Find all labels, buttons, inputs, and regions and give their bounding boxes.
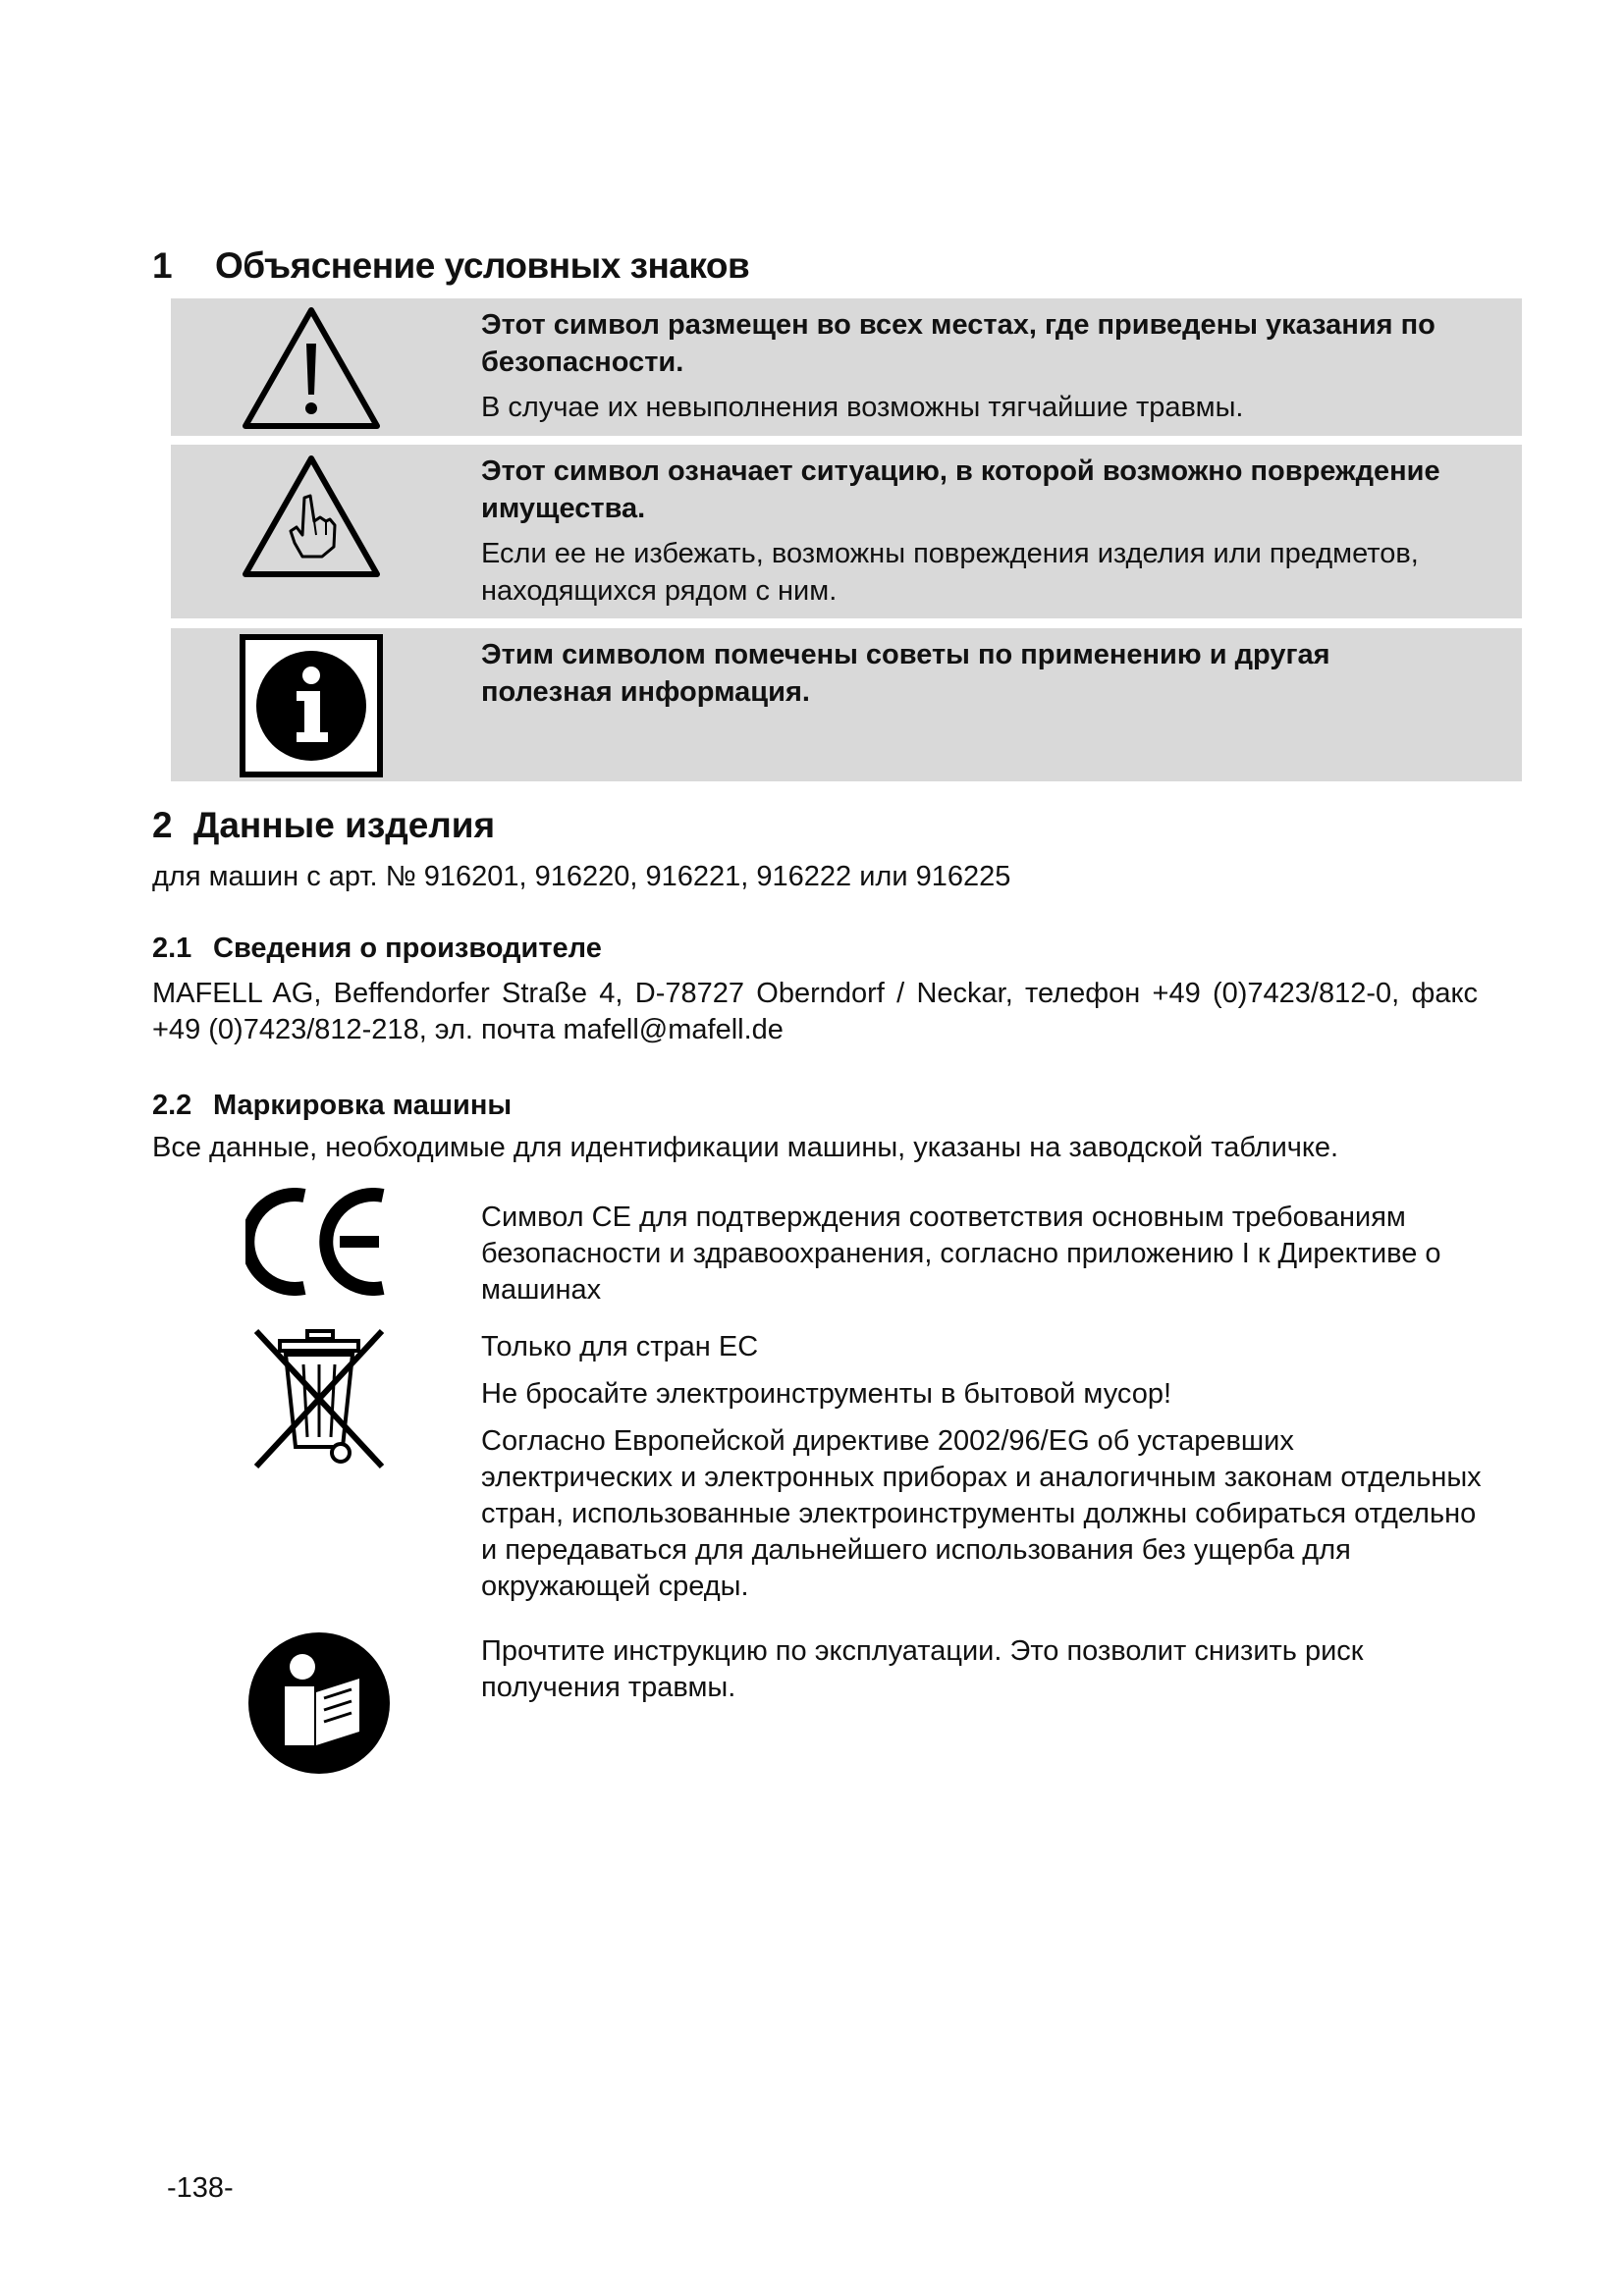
read-manual-text-block — [481, 1633, 1483, 1717]
ce-mark-text: Символ CE для подтверждения соответствия основным требованиям безопасности и здравоохранения, согласно приложению I к Директиве о машинах — [481, 1201, 1441, 1306]
symbol-row-info — [171, 628, 1522, 781]
warning-triangle-icon — [240, 304, 383, 437]
caution-hand-icon — [240, 453, 383, 585]
section-1-number: 1 — [152, 245, 173, 286]
page-number: -138- — [167, 2172, 234, 2204]
weee-text-3: Согласно Европейской директиве 2002/96/EG об устаревших электрических и электронных приборах и аналогичным законам отдельных стран, использованные электроинструменты должны собираться отдельно и передаваться для дальнейшего использования без ущерба для окружающей среды. — [481, 1425, 1482, 1602]
crossed-bin-icon — [250, 1325, 388, 1477]
section-2-subtitle: для машин с арт. № 916201, 916220, 916221, 916222 или 916225 — [152, 861, 1011, 892]
weee-text-block — [481, 1329, 1483, 1616]
read-manual-text: Прочтите инструкцию по эксплуатации. Это позволит снизить риск получения травмы. — [481, 1635, 1364, 1703]
section-2-1-heading — [152, 933, 602, 965]
info-bold-text: Этим символом помечены советы по применению и другая полезная информация. — [481, 639, 1330, 708]
ce-mark-icon — [245, 1188, 393, 1301]
section-2-2-heading — [152, 1090, 512, 1122]
section-2-2-title: Маркировка машины — [213, 1090, 513, 1121]
symbol-row-warning — [171, 298, 1522, 436]
section-2-1-title: Сведения о производителе — [213, 933, 602, 964]
section-2-1-number: 2.1 — [152, 933, 192, 964]
weee-text-2: Не бросайте электроинструменты в бытовой мусор! — [481, 1378, 1172, 1410]
section-2-title: Данные изделия — [193, 805, 496, 845]
caution-bold-text: Этот символ означает ситуацию, в которой возможно повреждение имущества. — [481, 455, 1440, 524]
ce-mark-text-block — [481, 1200, 1483, 1319]
read-manual-icon — [245, 1629, 393, 1782]
manufacturer-info: MAFELL AG, Beffendorfer Straße 4, D-78727 Oberndorf / Neckar, телефон +49 (0)7423/812-0, факс +49 (0)7423/812-218, эл. почта mafell@mafell.de — [152, 978, 1478, 1045]
section-2-2-number: 2.2 — [152, 1090, 192, 1121]
weee-text-1: Только для стран ЕС — [481, 1331, 759, 1362]
warning-text: В случае их невыполнения возможны тягчайшие травмы. — [481, 392, 1244, 423]
section-2-number: 2 — [152, 805, 173, 845]
machine-marking-intro: Все данные, необходимые для идентификации машины, указаны на заводской табличке. — [152, 1132, 1339, 1163]
symbol-row-caution — [171, 445, 1522, 618]
warning-bold-text: Этот символ размещен во всех местах, где приведены указания по безопасности. — [481, 309, 1435, 378]
info-icon — [240, 634, 383, 782]
section-1-title: Объяснение условных знаков — [215, 245, 750, 286]
section-2-heading — [152, 805, 495, 846]
section-1-heading — [152, 245, 749, 287]
caution-text: Если ее не избежать, возможны повреждения изделия или предметов, находящихся рядом с ним. — [481, 538, 1419, 607]
